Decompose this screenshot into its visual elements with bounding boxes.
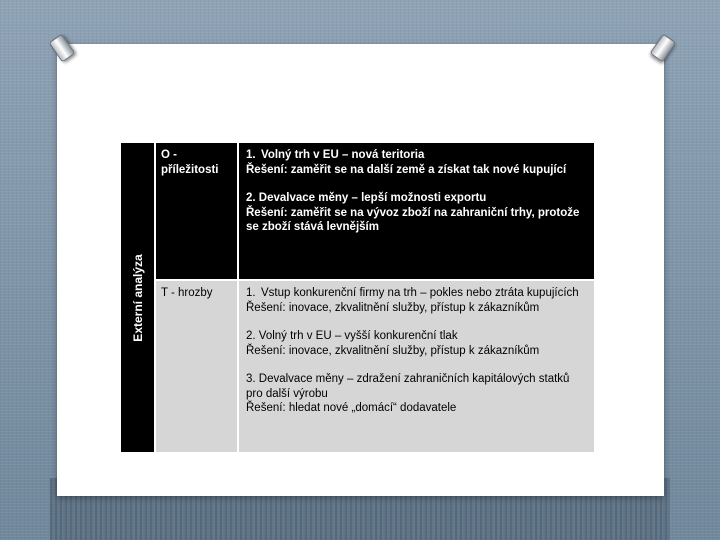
threat-item-3: 3. Devalvace měny – zdražení zahraničních kapitálových statků pro další výrobu: [246, 373, 570, 400]
threat-solution-1: Řešení: inovace, zkvalitnění služby, přístup k zákazníkům: [246, 301, 540, 314]
threat-item-1: [246, 286, 588, 301]
item-number: 1.: [246, 287, 256, 299]
opportunity-solution-1: Řešení: zaměřit se na další země a získat tak nové kupující: [246, 163, 567, 176]
opportunity-item-2: 2. Devalvace měny – lepší možnosti exportu: [246, 192, 487, 204]
opportunities-label-cell: [156, 143, 239, 279]
item-text: Volný trh v EU – nová teritoria: [261, 149, 425, 161]
item-number: 1.: [246, 149, 256, 161]
threats-label-cell: [156, 279, 239, 452]
opportunity-solution-2: Řešení: zaměřit se na vývoz zboží na zahraniční trhy, protože se zboží stává levnějším: [246, 206, 580, 233]
threat-solution-2: Řešení: inovace, zkvalitnění služby, přístup k zákazníkům: [246, 344, 540, 357]
threat-solution-3: Řešení: hledat nové „domácí“ dodavatele: [246, 402, 457, 414]
item-text: Vstup konkurenční firmy na trh – pokles nebo ztráta kupujících: [261, 287, 579, 299]
opportunities-label: O - příležitosti: [161, 149, 219, 176]
opportunities-content-cell: [239, 143, 594, 279]
threats-label: T - hrozby: [161, 287, 213, 299]
side-header-cell: [121, 143, 156, 452]
side-header-label: Externí analýza: [130, 253, 145, 342]
threat-item-2: 2. Volný trh v EU – vyšší konkurenční tlak: [246, 330, 458, 342]
external-analysis-table: [121, 143, 594, 452]
threats-content-cell: [239, 279, 594, 452]
opportunity-item-1: [246, 148, 588, 163]
